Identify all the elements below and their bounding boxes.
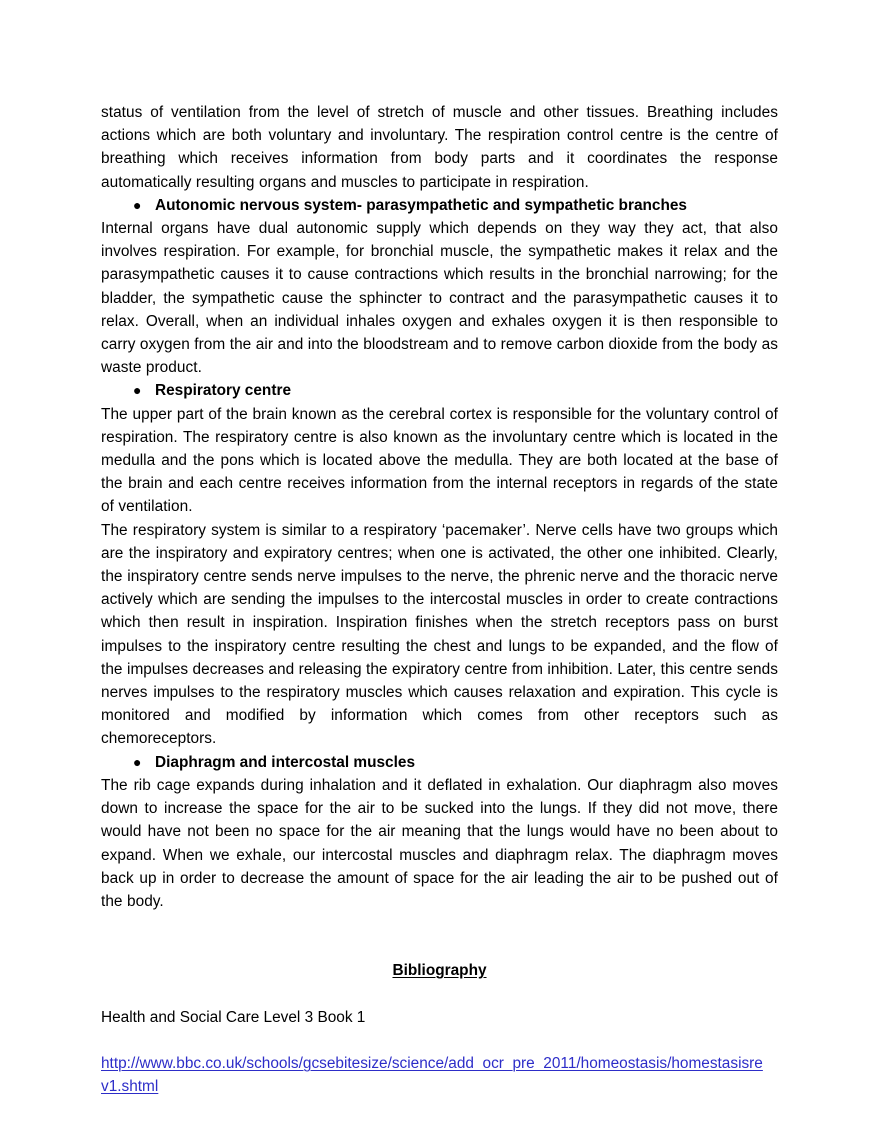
bibliography-heading: Bibliography — [392, 962, 487, 980]
bibliography-book-reference: Health and Social Care Level 3 Book 1 — [101, 1008, 366, 1026]
bullet-heading-diaphragm-intercostal-muscles — [101, 751, 778, 774]
paragraph-intro: status of ventilation from the level of stretch of muscle and other tissues. Breathing includes actions which are both voluntary and involuntary. The respiration control centre is the centre of breathing which receives information from body parts and it coordinates the response automatically resulting organs and muscles to participate in respiration. — [101, 104, 778, 191]
paragraph-autonomic-nervous-system: Internal organs have dual autonomic supply which depends on they way they act, that also involves respiration. For example, for bronchial muscle, the sympathetic makes it relax and the parasympathetic causes it to cause contractions which results in the bronchial narrowing; for the bladder, the sympathetic cause the sphincter to contract and the parasympathetic causes it to relax. Overall, when an individual inhales oxygen and exhales oxygen it is then responsible to carry oxygen from the air and into the bloodstream and to remove carbon dioxide from the body as waste product. — [101, 220, 778, 377]
paragraph-diaphragm-intercostal-muscles: The rib cage expands during inhalation and it deflated in exhalation. Our diaphragm also moves down to increase the space for the air to be sucked into the lungs. If they did not move, there would have not been no space for the air meaning that the lungs would have no been about to expand. When we exhale, our intercostal muscles and diaphragm relax. The diaphragm moves back up in order to decrease the amount of space for the air leading the air to be pushed out of the body. — [101, 776, 778, 910]
bullet-heading-label: Respiratory centre — [155, 382, 292, 400]
bullet-point-icon: ● — [133, 753, 142, 770]
bibliography-spacer-mid — [101, 1029, 778, 1052]
bullet-heading-label: Diaphragm and intercostal muscles — [155, 753, 416, 771]
bullet-heading-autonomic-nervous-system — [101, 194, 778, 217]
paragraph-respiratory-centre-2: The respiratory system is similar to a respiratory ‘pacemaker’. Nerve cells have two groups which are the inspiratory and expiratory centres; when one is activated, the other one inhibited. Clearly, the inspiratory centre sends nerve impulses to the nerve, the phrenic nerve and the thoracic nerve actively which are sending the impulses to the intercostal muscles in order to create contractions which then result in inspiration. Inspiration finishes when the stretch receptors pass on burst impulses to the inspiratory centre resulting the chest and lungs to be expanded, and the flow of the impulses decreases and releasing the expiratory centre from inhibition. Later, this centre sends nerves impulses to the respiratory muscles which causes relaxation and expiration. This cycle is monitored and modified by information which comes from other receptors such as chemoreceptors. — [101, 521, 779, 748]
bibliography-spacer-top — [101, 982, 778, 1005]
paragraph-respiratory-centre-1: The upper part of the brain known as the cerebral cortex is responsible for the voluntary control of respiration. The respiratory centre is also known as the involuntary centre which is located in the medulla and the pons which is located above the medulla. They are both located at the base of the brain and each centre receives information from the internal receptors in regards of the state of ventilation. — [101, 405, 778, 516]
document-content — [101, 101, 778, 1098]
section-spacer — [101, 913, 778, 959]
bullet-heading-label: Autonomic nervous system- parasympathetic and sympathetic branches — [155, 196, 687, 214]
bullet-point-icon: ● — [133, 196, 142, 213]
bullet-heading-respiratory-centre — [101, 379, 778, 402]
bibliography-url-link[interactable]: http://www.bbc.co.uk/schools/gcsebitesize/science/add_ocr_pre_2011/homeostasis/homestasisrev1.shtml — [101, 1054, 763, 1096]
bullet-point-icon: ● — [133, 382, 142, 399]
